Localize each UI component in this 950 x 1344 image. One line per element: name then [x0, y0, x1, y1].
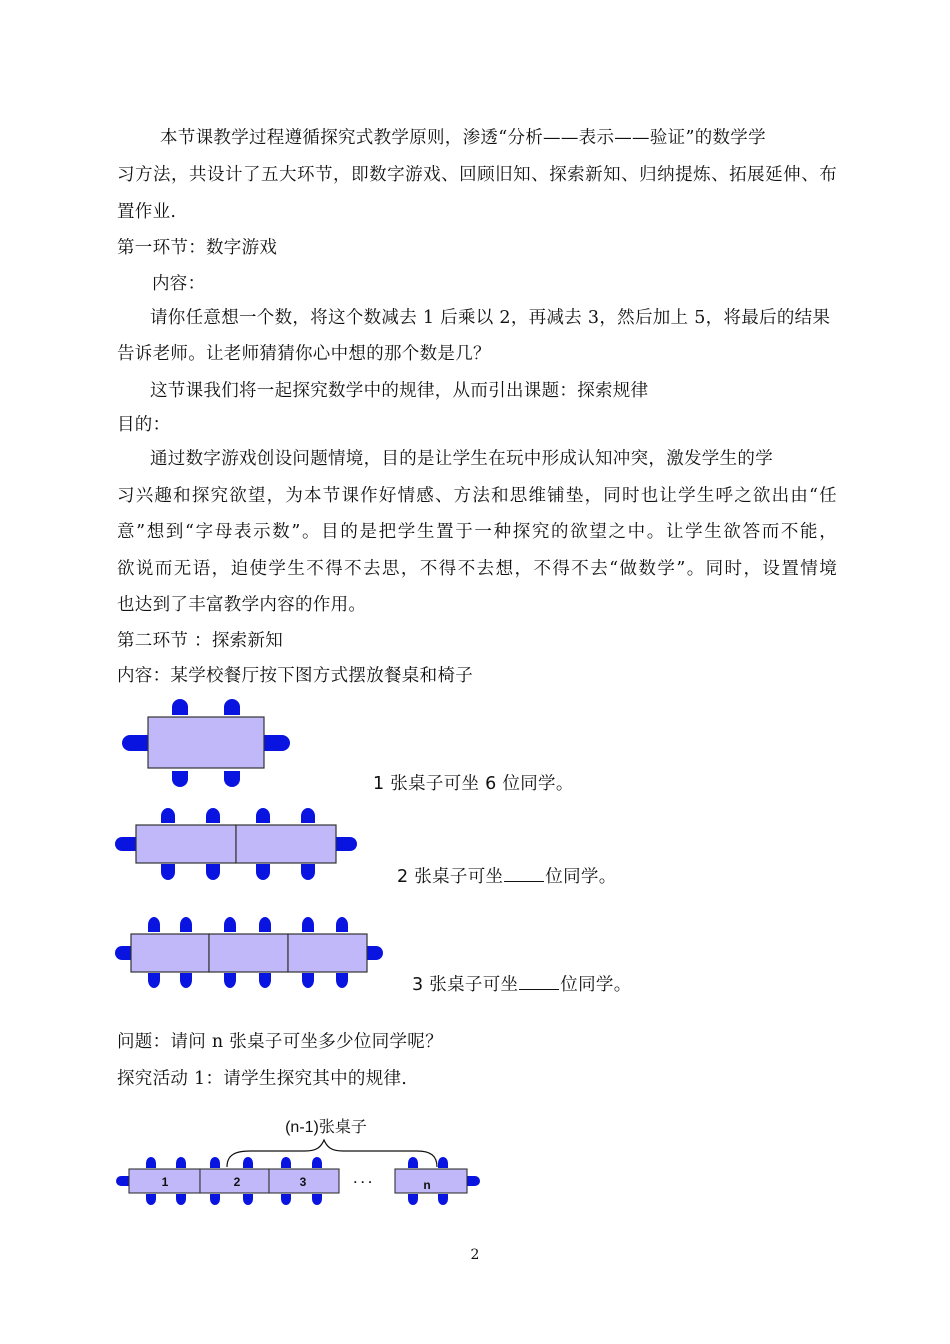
chair — [336, 837, 357, 851]
chair — [146, 1157, 156, 1168]
chair — [115, 837, 136, 851]
line-game-2: 告诉老师。让老师猜猜你心中想的那个数是几？ — [117, 344, 491, 364]
diagram-three-tables — [110, 910, 390, 995]
chair — [148, 917, 160, 932]
caption-two-pre: 2 张桌子可坐 — [397, 867, 504, 887]
chair — [438, 1194, 448, 1205]
line-purpose-1: 通过数字游戏创设问题情境，目的是让学生在玩中形成认知冲突，激发学生的学 — [150, 449, 773, 469]
diagram-one-table — [115, 693, 305, 793]
chair — [148, 973, 160, 988]
caption-three-post: 位同学。 — [560, 975, 632, 995]
chair — [210, 1157, 220, 1168]
chair — [256, 864, 270, 880]
chair — [312, 1157, 322, 1168]
line-purpose-2: 习兴趣和探究欲望，为本节课作好情感、方法和思维铺垫，同时也让学生呼之欲出由“任 — [117, 486, 837, 506]
chair — [210, 1194, 220, 1205]
activity-line: 探究活动 1：请学生探究其中的规律. — [117, 1069, 408, 1089]
table-label: 2 — [233, 1175, 241, 1189]
answer-blank — [519, 971, 559, 990]
chair — [146, 1194, 156, 1205]
chair — [408, 1194, 418, 1205]
chair — [206, 808, 220, 823]
table-label: n — [423, 1178, 431, 1192]
diagram-n-tables — [105, 1110, 495, 1210]
table — [148, 717, 264, 768]
chair — [172, 771, 188, 787]
table-label: 1 — [161, 1175, 169, 1189]
table — [131, 934, 209, 972]
question-line: 问题：请问 n 张桌子可坐多少位同学呢？ — [117, 1032, 443, 1052]
caption-two-tables — [397, 863, 617, 889]
table — [395, 1169, 467, 1193]
chair — [115, 946, 131, 960]
chair — [256, 808, 270, 823]
chair — [301, 808, 315, 823]
table-label: 3 — [299, 1175, 307, 1189]
chair — [172, 699, 188, 715]
line-game-1: 请你任意想一个数，将这个数减去 1 后乘以 2，再减去 3，然后加上 5，将最后的结果 — [150, 308, 831, 328]
chair — [336, 917, 348, 932]
table — [236, 825, 336, 863]
section2-title: 第二环节 ：探索新知 — [117, 631, 284, 651]
table — [209, 934, 288, 972]
chair — [122, 735, 148, 751]
chair — [281, 1157, 291, 1168]
content-label: 内容： — [152, 274, 206, 294]
chair — [467, 1176, 480, 1186]
chair — [180, 917, 192, 932]
chair — [176, 1157, 186, 1168]
chair — [259, 973, 271, 988]
caption-one-table: 1 张桌子可坐 6 位同学。 — [373, 774, 574, 794]
page-number: 2 — [470, 1247, 480, 1263]
chair — [438, 1157, 448, 1168]
chair — [161, 864, 175, 880]
caption-two-post: 位同学。 — [545, 867, 617, 887]
chair — [281, 1194, 291, 1205]
line-purpose-4: 欲说而无语，迫使学生不得不去思，不得不去想，不得不去“做数学”。同时，设置情境 — [117, 559, 837, 579]
answer-blank — [504, 863, 544, 882]
line-purpose-3: 意”想到“字母表示数”。目的是把学生置于一种探究的欲望之中。让学生欲答而不能， — [117, 522, 837, 542]
ellipsis: · · · — [353, 1175, 373, 1189]
chair — [301, 864, 315, 880]
chair — [224, 973, 236, 988]
chair — [243, 1194, 253, 1205]
chair — [224, 917, 236, 932]
chair — [176, 1194, 186, 1205]
chair — [367, 946, 383, 960]
chair — [116, 1176, 129, 1186]
chair — [259, 917, 271, 932]
table — [288, 934, 367, 972]
caption-three-tables — [412, 971, 632, 997]
brace — [227, 1140, 437, 1167]
section2-content: 内容：某学校餐厅按下图方式摆放餐桌和椅子 — [117, 666, 473, 686]
line-intro-1: 本节课教学过程遵循探究式教学原则，渗透“分析——表示——验证”的数学学 — [160, 128, 766, 148]
section1-title: 第一环节：数字游戏 — [117, 238, 278, 258]
chair — [180, 973, 192, 988]
chair — [302, 917, 314, 932]
chair — [161, 808, 175, 823]
caption-three-pre: 3 张桌子可坐 — [412, 975, 519, 995]
chair — [224, 699, 240, 715]
diagram-two-tables — [110, 800, 370, 890]
brace-label: (n-1)张桌子 — [285, 1119, 367, 1136]
purpose-label: 目的： — [117, 415, 171, 435]
chair — [243, 1157, 253, 1168]
chair — [224, 771, 240, 787]
line-purpose-5: 也达到了丰富教学内容的作用。 — [117, 595, 367, 615]
chair — [312, 1194, 322, 1205]
line-lead: 这节课我们将一起探究数学中的规律，从而引出课题：探索规律 — [150, 381, 649, 401]
chair — [336, 973, 348, 988]
line-intro-2: 习方法，共设计了五大环节，即数字游戏、回顾旧知、探索新知、归纳提炼、拓展延伸、布 — [117, 165, 837, 185]
chair — [206, 864, 220, 880]
chair — [302, 973, 314, 988]
chair — [264, 735, 290, 751]
line-intro-3: 置作业. — [117, 202, 177, 222]
chair — [408, 1157, 418, 1168]
table — [136, 825, 236, 863]
